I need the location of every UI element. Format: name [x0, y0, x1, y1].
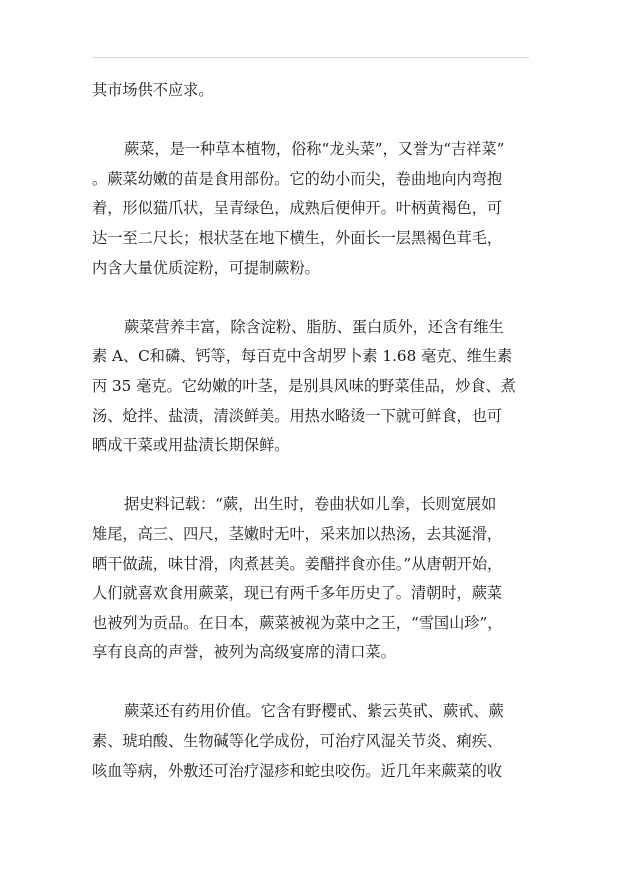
paragraph-line: 咳血等病，外敷还可治疗湿疹和蛇虫咬伤。近几年来蕨菜的收 [92, 761, 503, 780]
paragraph-line: 雉尾，高三、四尺，茎嫩时无叶，采来加以热汤，去其涎滑， [92, 524, 503, 543]
document-body [92, 76, 528, 786]
paragraph-line: 。蕨菜幼嫩的苗是食用部份。它的幼小而尖，卷曲地向内弯抱 [92, 169, 503, 188]
paragraph-line: 达一至二尺长；根状茎在地下横生，外面长一层黑褐色茸毛， [92, 228, 503, 247]
paragraph-line: 也被列为贡品。在日本，蕨菜被视为菜中之王，“雪国山珍”， [92, 613, 503, 632]
paragraph-5 [92, 697, 528, 786]
paragraph-line: 蕨菜还有药用价值。它含有野樱甙、紫云英甙、蕨甙、蕨 [124, 702, 504, 721]
paragraph-line: 蕨菜营养丰富，除含淀粉、脂肪、蛋白质外，还含有维生 [124, 317, 504, 336]
paragraph-gap [92, 668, 528, 698]
paragraph-line: 晒干做蔬，味甘滑，肉煮甚美。姜醋拌食亦佳。”从唐朝开始， [92, 554, 503, 573]
paragraph-line: 素、琥珀酸、生物碱等化学成份，可治疗风湿关节炎、痢疾、 [92, 732, 503, 751]
paragraph-3 [92, 313, 528, 461]
paragraph-line: 丙 35 毫克。它幼嫩的叶茎，是别具风味的野菜佳品，炒食、煮 [92, 376, 516, 395]
paragraph-2 [92, 135, 528, 283]
paragraph-line: 内含大量优质淀粉，可提制蕨粉。 [92, 258, 320, 277]
paragraph-gap [92, 106, 528, 136]
paragraph-line: 人们就喜欢食用蕨菜，现已有两千多年历史了。清朝时，蕨菜 [92, 584, 503, 603]
paragraph-line: 据史料记载：“蕨，出生时，卷曲状如儿拳，长则宽展如 [124, 495, 497, 514]
paragraph-line: 汤、炝拌、盐渍，清淡鲜美。用热水略烫一下就可鲜食，也可 [92, 406, 503, 425]
paragraph-line: 晒成干菜或用盐渍长期保鲜。 [92, 436, 290, 455]
paragraph-gap [92, 283, 528, 313]
paragraph-line: 蕨菜，是一种草本植物，俗称“龙头菜”，又誉为“吉祥菜” [124, 140, 505, 159]
paragraph-gap [92, 461, 528, 491]
paragraph-line: 其市场供不应求。 [92, 81, 214, 99]
paragraph-line: 着，形似猫爪状，呈青绿色，成熟后便伸开。叶柄黄褐色，可 [92, 199, 503, 218]
paragraph-line: 素 A、C和磷、钙等，每百克中含胡罗卜素 1.68 毫克、维生素 [92, 347, 513, 366]
paragraph-4 [92, 490, 528, 668]
paragraph-line: 享有良高的声誉，被列为高级宴席的清口菜。 [92, 643, 396, 662]
header-rule [92, 57, 529, 58]
paragraph-1 [92, 76, 528, 106]
